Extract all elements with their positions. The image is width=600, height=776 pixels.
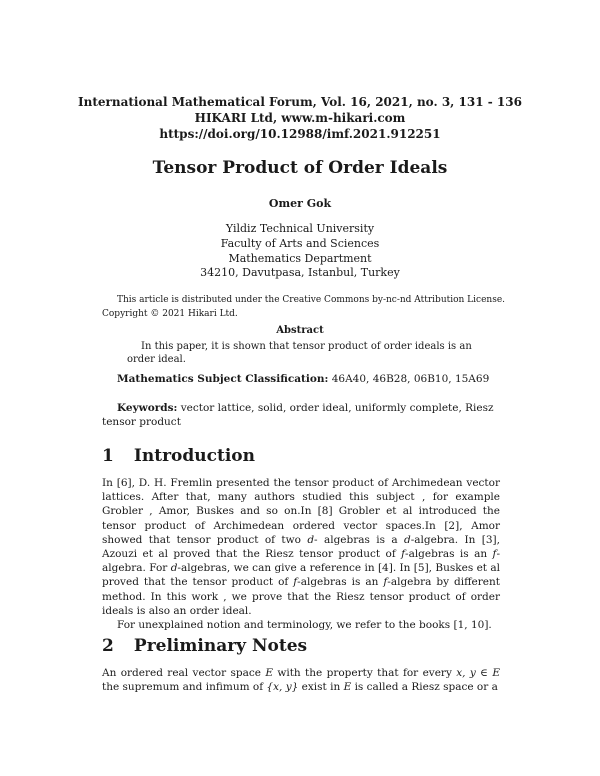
prelim-paragraph-1: An ordered real vector space E with the property that for every x, y ∈ E the supremum and infimum of {x, y} exist in E is called a Riesz space or a bbox=[102, 667, 500, 694]
affiliation-line: Yildiz Technical University bbox=[225, 222, 375, 235]
copyright-note: Copyright © 2021 Hikari Ltd. bbox=[102, 309, 238, 319]
keywords-value: vector lattice, solid, order ideal, uniformly complete, Riesz tensor product bbox=[102, 402, 494, 428]
keywords-label: Keywords: bbox=[117, 402, 178, 414]
section-number: 1 bbox=[102, 446, 114, 466]
intro-paragraph-1: In [6], D. H. Fremlin presented the tensor product of Archimedean vector lattices. After that, many authors studied this subject , for example Grobler , Amor, Buskes and so on.In [8] Grobler et al introduced the tensor product of Archimedean ordered vector spaces.In [2], Amor showed that tensor product of two d- algebras is a d-algebra. In [3], Azouzi et al proved that the Riesz tensor product of f-algebras is an f-algebra. For d-algebras, we can give a reference in [4]. In [5], Buskes et al proved that the tensor product of f-algebras is an f-algebra by different method. In this work , we prove that the Riesz tensor product of order ideals is also an order ideal. bbox=[102, 477, 500, 617]
section-heading-introduction bbox=[102, 446, 255, 466]
section-heading-preliminary-notes bbox=[102, 636, 307, 656]
section-title: Preliminary Notes bbox=[133, 636, 308, 656]
msc-value: 46A40, 46B28, 06B10, 15A69 bbox=[331, 373, 490, 385]
journal-doi[interactable]: https://doi.org/10.12988/imf.2021.912251 bbox=[159, 127, 441, 141]
paper-title: Tensor Product of Order Ideals bbox=[152, 158, 448, 178]
license-note: This article is distributed under the Creative Commons by-nc-nd Attribution License. bbox=[117, 295, 506, 305]
affiliation-line: 34210, Davutpasa, Istanbul, Turkey bbox=[200, 266, 400, 279]
section-title: Introduction bbox=[133, 446, 255, 466]
introduction-body bbox=[102, 476, 500, 632]
intro-paragraph-2: For unexplained notion and terminology, we refer to the books [1, 10]. bbox=[117, 619, 492, 632]
msc-line bbox=[117, 373, 497, 385]
author-name: Omer Gok bbox=[268, 197, 332, 210]
journal-line-1: International Mathematical Forum, Vol. 16, 2021, no. 3, 131 - 136 bbox=[78, 95, 522, 109]
affiliation-line: Mathematics Department bbox=[228, 252, 372, 265]
msc-label: Mathematics Subject Classification: bbox=[117, 373, 329, 385]
preliminary-body bbox=[102, 666, 500, 694]
abstract-heading: Abstract bbox=[276, 325, 324, 336]
section-number: 2 bbox=[102, 636, 114, 656]
keywords-block bbox=[102, 401, 500, 429]
journal-line-2: HIKARI Ltd, www.m-hikari.com bbox=[194, 111, 406, 125]
abstract-text: In this paper, it is shown that tensor product of order ideals is an order ideal. bbox=[127, 341, 472, 365]
affiliation-line: Faculty of Arts and Sciences bbox=[220, 237, 380, 250]
